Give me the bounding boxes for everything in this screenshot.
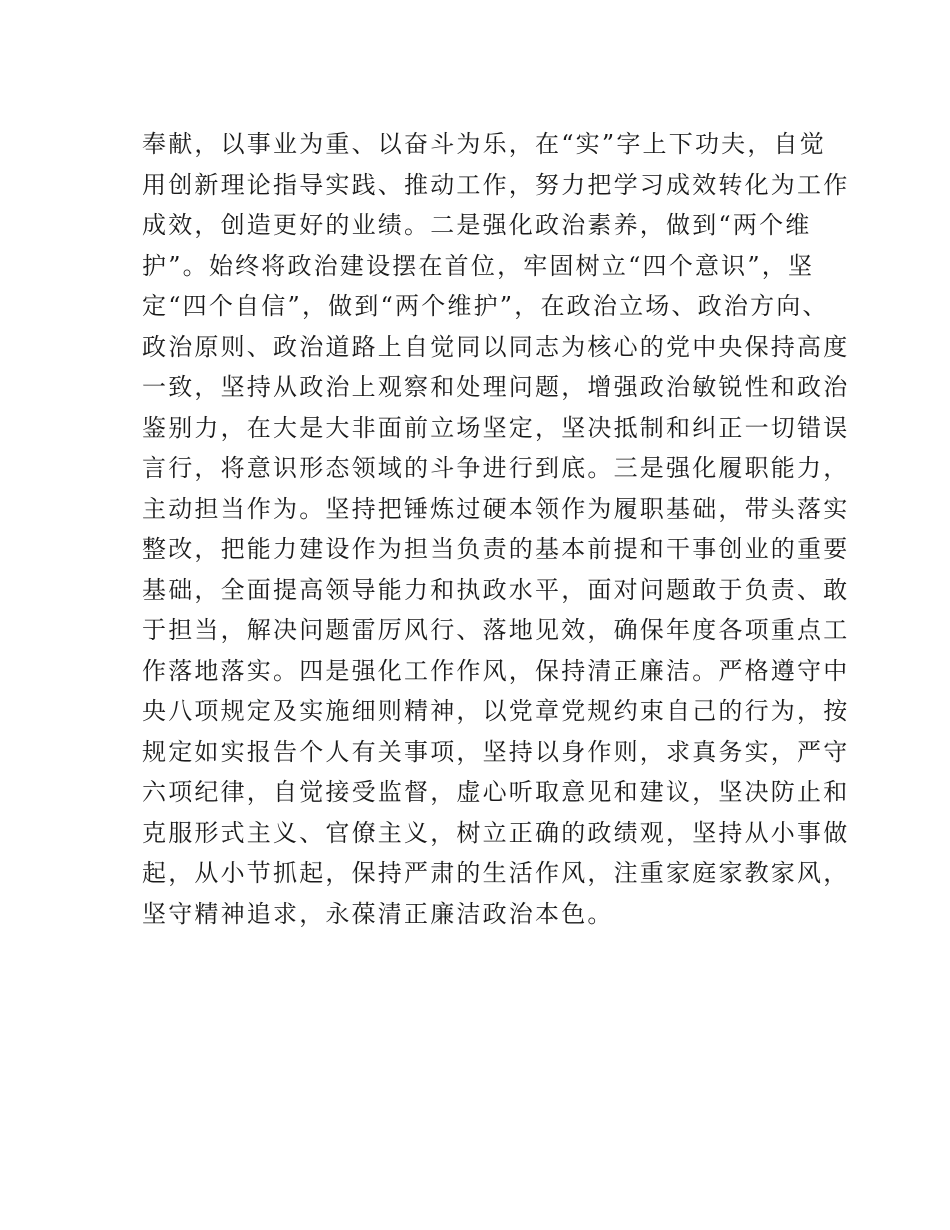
text-line-7: 一致，坚持从政治上观察和处理问题，增强政治敏锐性和政治 [142, 373, 850, 401]
text-line-17: 六项纪律，自觉接受监督，虚心听取意见和建议，坚决防止和 [142, 778, 850, 806]
text-line-13: 于担当，解决问题雷厉风行、落地见效，确保年度各项重点工 [142, 616, 850, 644]
text-line-20: 坚守精神追求，永葆清正廉洁政治本色。 [142, 899, 614, 928]
body-text [142, 124, 850, 934]
text-line-12: 基础，全面提高领导能力和执政水平，面对问题敢于负责、敢 [142, 575, 850, 604]
text-line-10: 主动担当作为。坚持把锤炼过硬本领作为履职基础，带头落实 [142, 494, 850, 523]
text-line-19: 起，从小节抓起，保持严肃的生活作风，注重家庭家教家风， [142, 859, 850, 887]
text-line-5: 定“四个自信”，做到“两个维护”，在政治立场、政治方向、 [142, 292, 829, 320]
text-line-11: 整改，把能力建设作为担当负责的基本前提和干事创业的重要 [142, 535, 850, 563]
text-line-4: 护”。始终将政治建设摆在首位，牢固树立“四个意识”，坚 [142, 251, 815, 280]
text-line-15: 央八项规定及实施细则精神，以党章党规约束自己的行为，按 [142, 697, 850, 725]
text-line-14: 作落地落实。四是强化工作作风，保持清正廉洁。严格遵守中 [142, 656, 850, 685]
text-line-16: 规定如实报告个人有关事项，坚持以身作则，求真务实，严守 [142, 737, 850, 766]
text-line-18: 克服形式主义、官僚主义，树立正确的政绩观，坚持从小事做 [142, 818, 850, 847]
text-line-6: 政治原则、政治道路上自觉同以同志为核心的党中央保持高度 [142, 332, 850, 361]
text-line-3: 成效，创造更好的业绩。二是强化政治素养，做到“两个维 [142, 211, 812, 239]
text-line-9: 言行，将意识形态领域的斗争进行到底。三是强化履职能力， [142, 454, 850, 482]
text-line-8: 鉴别力，在大是大非面前立场坚定，坚决抵制和纠正一切错误 [142, 413, 850, 442]
text-line-2: 用创新理论指导实践、推动工作，努力把学习成效转化为工作 [142, 170, 850, 199]
text-line-1: 奉献，以事业为重、以奋斗为乐，在“实”字上下功夫，自觉 [142, 130, 826, 158]
